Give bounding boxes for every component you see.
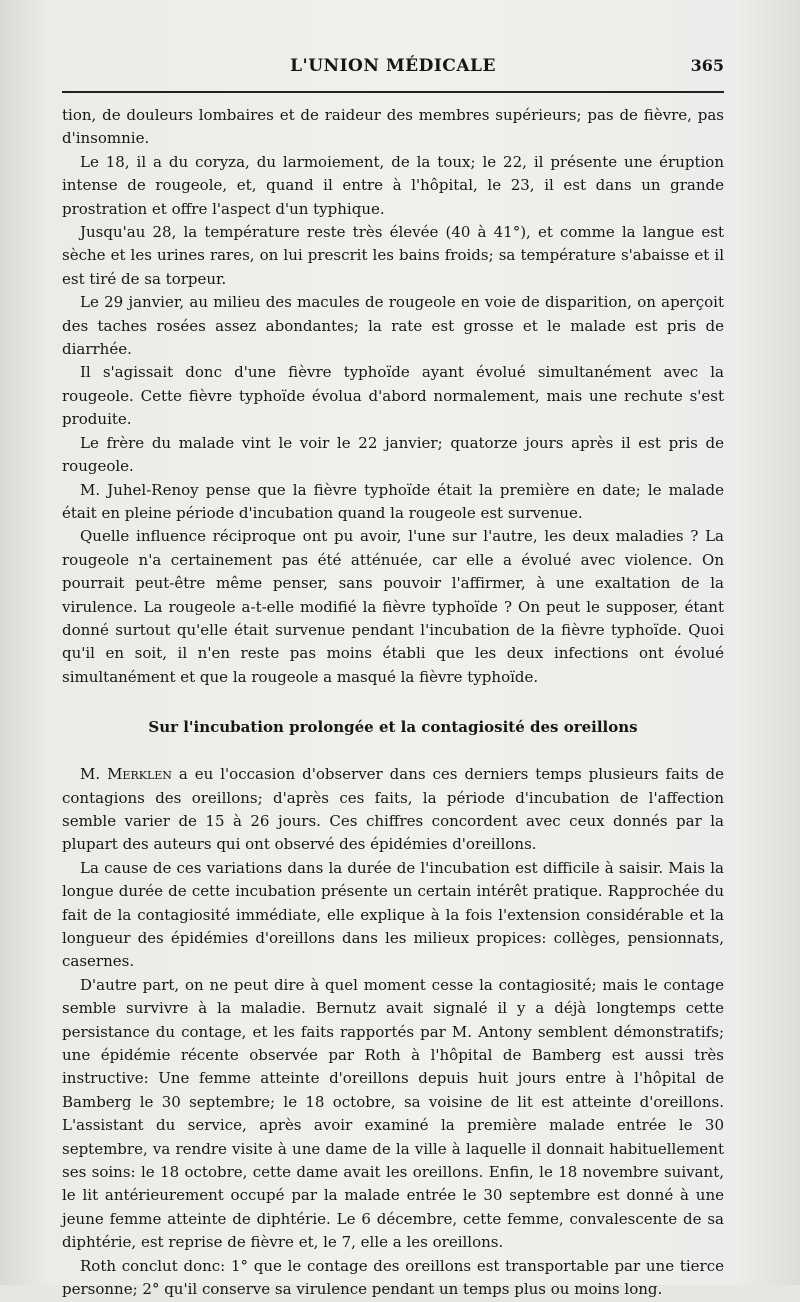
page-header bbox=[62, 56, 724, 86]
paragraph: Le 18, il a du coryza, du larmoiement, de la toux; le 22, il présente une éruption intense de rougeole, et, quand il entre à l'hôpital, le 23, il est dans un grande prostration et offre l'aspect d'un typhique. bbox=[62, 152, 724, 218]
paragraph: tion, de douleurs lombaires et de raideur des membres supérieurs; pas de fièvre, pas d'insomnie. bbox=[62, 106, 724, 148]
page-number: 365 bbox=[690, 56, 724, 75]
paragraph: M. Juhel-Renoy pense que la fièvre typhoïde était la première en date; le malade était en pleine période d'incubation quand la rougeole est survenue. bbox=[62, 480, 724, 522]
paragraph: Le frère du malade vint le voir le 22 janvier; quatorze jours après il est pris de rougeole. bbox=[62, 433, 724, 476]
paragraph: Le 29 janvier, au milieu des macules de rougeole en voie de disparition, on aperçoit des taches rosées assez abondantes; la rate est grosse et le malade est pris de diarrhée. bbox=[62, 293, 724, 359]
author-name: Merklen bbox=[107, 765, 172, 784]
paragraph: Jusqu'au 28, la température reste très élevée (40 à 41°), et comme la langue est sèche et les urines rares, on lui prescrit les bains froids; sa température s'abaisse et il est tiré de sa torpeur. bbox=[62, 223, 724, 288]
merklen-text: a eu l'occasion d'observer dans ces derniers temps plusieurs faits de contagions des oreillons; d'après ces faits, la période d'incubation de l'affection semble varier de 15 à 26 jours. Ces chiffres concordent avec ceux donnés par la plupart des auteurs qui ont observé des épidémies d'oreillons. bbox=[62, 765, 724, 854]
paragraph bbox=[62, 763, 724, 857]
paragraph: D'autre part, on ne peut dire à quel moment cesse la contagiosité; mais le contage semble survivre à la maladie. Bernutz avait signalé il y a déjà longtemps cette persistance du contage, et les faits rapportés par M. Antony semblent démonstratifs; une épidémie récente observée par Roth à l'hôpital de Bamberg est aussi très instructive: Une femme atteinte d'oreillons depuis huit jours entre à l'hôpital de Bamberg le 30 septembre; le 18 octobre, sa voisine de lit est atteinte d'oreillons. L'assistant du service, après avoir examiné la première malade entrée le 30 septembre, va rendre visite à une dame de la ville à laquelle il donnait habituellement ses soins: le 18 octobre, cette dame avait les oreillons. Enfin, le 18 novembre suivant, le lit antérieurement occupé par la malade entrée le 30 septembre est donné à une jeune femme atteinte de diphtérie. Le 6 décembre, cette femme, convalescente de sa diphtérie, est reprise de fièvre et, le 7, elle a les oreillons. bbox=[62, 975, 724, 1252]
paragraph: Roth conclut donc: 1° que le contage des oreillons est transportable par une tierce personne; 2° qu'il conserve sa virulence pendant un temps plus ou moins long. bbox=[62, 1256, 724, 1299]
running-title: L'UNION MÉDICALE bbox=[290, 56, 496, 76]
section-title: Sur l'incubation prolongée et la contagiosité des oreillons bbox=[148, 718, 638, 737]
paragraph: Il s'agissait donc d'une fièvre typhoïde ayant évolué simultanément avec la rougeole. Cette fièvre typhoïde évolua d'abord normalement, mais une rechute s'est produite. bbox=[62, 363, 724, 429]
paragraph: Quelle influence réciproque ont pu avoir, l'une sur l'autre, les deux maladies ? La rougeole n'a certainement pas été atténuée, car elle a évolué avec violence. On pourrait peut-être même penser, sans pouvoir l'affirmer, à une exaltation de la virulence. La rougeole a-t-elle modifié la fièvre typhoïde ? On peut le supposer, étant donné surtout qu'elle était survenue pendant l'incubation de la fièvre typhoïde. Quoi qu'il en soit, il n'en reste pas moins établi que les deux infections ont évolué simultanément et que la rougeole a masqué la fièvre typhoïde. bbox=[62, 527, 724, 686]
merklen-prefix: M. bbox=[80, 765, 108, 784]
paragraph: La cause de ces variations dans la durée de l'incubation est difficile à saisir. Mais la longue durée de cette incubation présente un certain intérêt pratique. Rapprochée du fait de la contagiosité immédiate, elle explique à la fois l'extension considérable et la longueur des épidémies d'oreillons dans les milieux propices: collèges, pensionnats, casernes. bbox=[62, 858, 724, 971]
header-rule bbox=[62, 91, 724, 93]
article-body bbox=[62, 104, 724, 1302]
